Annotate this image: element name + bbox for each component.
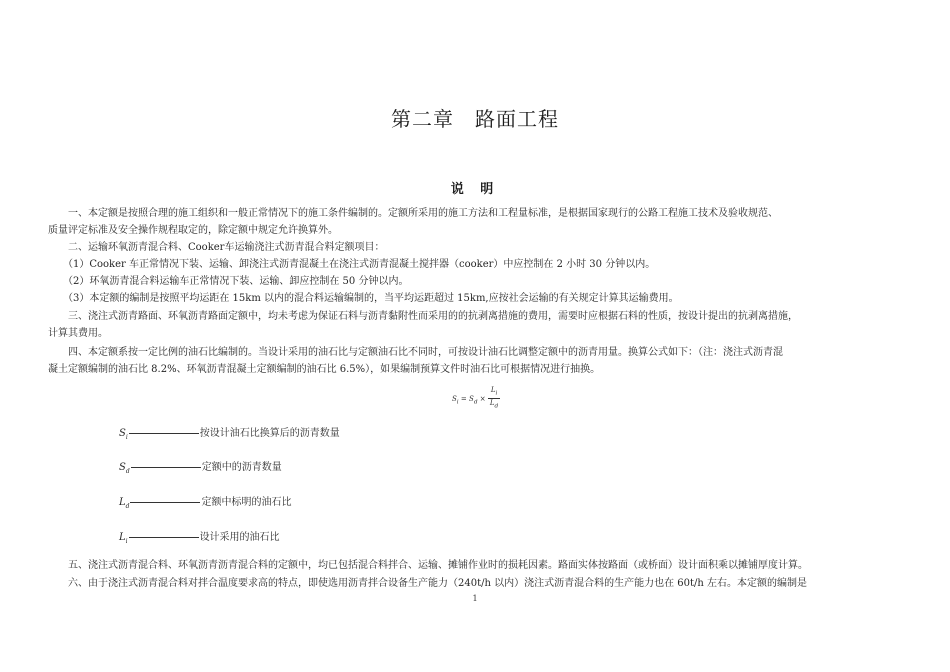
paragraph-1-line-2: 质量评定标准及安全操作规程取定的，除定额中规定允许换算外。 [48,225,338,236]
paragraph-4-line-1: 四、本定额系按一定比例的油石比编制的。当设计采用的油石比与定额油石比不同时，可按设计油石比调整定额中的沥青用量。换算公式如下：（注：浇注式沥青混 [48,347,783,358]
definition-symbol: $S_d$ [119,462,130,475]
conversion-formula [452,386,500,412]
section-title: 说 明 [450,182,500,197]
chapter-title: 第二章 路面工程 [391,107,559,131]
formula-equals: = [460,394,467,403]
paragraph-2-item-1: （1）Cooker 车正常情况下装、运输、卸浇注式沥青混凝土在浇注式沥青混凝土搅拌器（cooker）中应控制在 2 小时 30 分钟以内。 [48,259,656,270]
paragraph-2: 二、运输环氧沥青混合料、Cooker车运输浇注式沥青混合料定额项目： [48,242,385,253]
definition-li [119,531,280,549]
definition-ld [119,496,291,514]
definition-sd [119,461,282,479]
formula-denominator: $L_d$ [489,399,499,410]
paragraph-3-line-2: 计算其费用。 [48,328,108,339]
definition-text: 定额中的沥青数量 [201,462,282,473]
paragraph-6: 六、由于浇注式沥青混合料对拌合温度要求高的特点，即使选用沥青拌合设备生产能力（240t/h 以内）浇注式沥青混合料的生产能力也在 60t/h 左右。本定额的编制是 [48,578,808,589]
formula-lhs: S [452,394,457,403]
paragraph-4-line-2: 凝土定额编制的油石比 8.2%、环氧沥青混凝土定额编制的油石比 6.5%），如果编制预算文件时油石比可根据情况进行抽换。 [48,364,601,375]
formula-lhs-sub: i [456,399,459,406]
definition-dash [131,467,201,468]
definition-si [119,427,340,445]
paragraph-1-line-1: 一、本定额是按照合理的施工组织和一般正常情况下的施工条件编制的。定额所采用的施工方法和工程量标准，是根据国家现行的公路工程施工技术及验收规范、 [48,208,778,219]
definition-dash [130,502,200,503]
formula-times: × [479,394,486,403]
paragraph-3-line-1: 三、浇注式沥青路面、环氧沥青路面定额中，均未考虑为保证石料与沥青黏附性而采用的的抗剥离措施的费用，需要时应根据石料的性质，按设计提出的抗剥离措施， [48,311,798,322]
definition-text: 按设计油石比换算后的沥青数量 [199,428,340,439]
paragraph-2-item-3: （3）本定额的编制是按照平均运距在 15km 以内的混合料运输编制的，当平均运距超过 15km,应按社会运输的有关规定计算其运输费用。 [48,293,679,304]
definition-text: 设计采用的油石比 [199,532,280,543]
paragraph-2-item-2: （2）环氧沥青混合料运输车正常情况下装、运输、卸应控制在 50 分钟以内。 [48,276,409,287]
paragraph-5: 五、浇注式沥青混合料、环氧沥青沥青混合料的定额中，均已包括混合料拌合、运输、摊铺作业时的损耗因素。路面实体按路面（或桥面）设计面积乘以摊铺厚度计算。 [48,560,808,571]
formula-numerator: $L_i$ [488,386,500,399]
definition-symbol: $L_i$ [119,532,128,545]
definition-dash [129,433,199,434]
formula-rhs: S [469,394,474,403]
definition-dash [129,537,199,538]
formula-fraction [488,386,500,412]
definition-symbol: $S_i$ [119,428,128,441]
formula-rhs-sub: d [473,399,478,406]
definition-text: 定额中标明的油石比 [201,497,292,508]
page-number: 1 [472,594,478,603]
definition-symbol: $L_d$ [119,497,130,510]
